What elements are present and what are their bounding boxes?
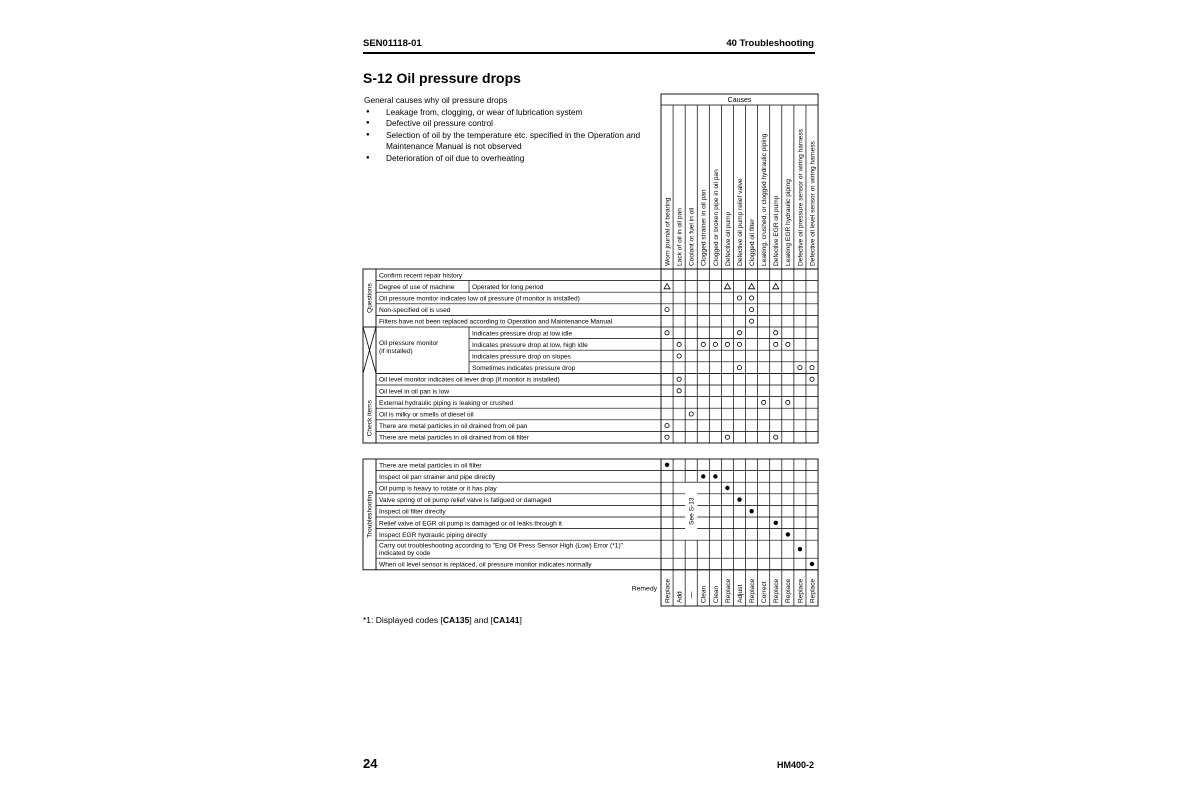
degree-of-use-label: Degree of use of machine bbox=[379, 283, 455, 291]
check-row-label: There are metal particles in oil drained from oil pan bbox=[379, 423, 528, 431]
remedy-value: Correct bbox=[761, 581, 769, 603]
circle-mark bbox=[774, 342, 778, 346]
remedy-none: — bbox=[688, 591, 696, 599]
cause-label: Defective oil level sensor or wiring harness bbox=[809, 141, 817, 266]
check-row-label: Indicates pressure drop at low, high idle bbox=[472, 341, 588, 349]
remedy-value: Adjust bbox=[736, 584, 744, 603]
doc-code: SEN01118-01 bbox=[363, 38, 422, 49]
oil-pressure-monitor-label: Oil pressure monitor bbox=[379, 340, 439, 348]
check-row-label: Operated for long period bbox=[472, 283, 544, 291]
circle-mark bbox=[689, 412, 693, 416]
general-cause-item: ● Defective oil pressure control bbox=[364, 118, 654, 130]
remedy-value: Replace bbox=[749, 578, 756, 603]
remedy-value: Replace bbox=[773, 578, 781, 603]
remedy-value: Replace bbox=[785, 578, 793, 603]
troubleshooting-group-label: Troubleshooting bbox=[366, 490, 374, 538]
circle-mark bbox=[677, 377, 681, 381]
page-number: 24 bbox=[363, 756, 378, 771]
triangle-mark bbox=[664, 284, 670, 289]
general-cause-item: ● Selection of oil by the temperature etc. specified in the Operation and Maintenance Manual is not observed bbox=[364, 130, 654, 153]
cause-label: Defective oil pressure sensor or wiring harness bbox=[797, 128, 805, 266]
footnote-code-2: CA141 bbox=[492, 615, 520, 625]
circle-mark bbox=[762, 400, 766, 404]
dot-mark bbox=[713, 474, 717, 478]
circle-mark bbox=[737, 296, 741, 300]
trouble-row-label-continued: indicated by code bbox=[379, 550, 431, 557]
trouble-row-label: Relief valve of EGR oil pump is damaged or oil leaks through it bbox=[379, 520, 562, 528]
circle-mark bbox=[774, 331, 778, 335]
dot-mark bbox=[665, 463, 669, 467]
trouble-row-label: Valve spring of oil pump relief valve is fatigued or damaged bbox=[379, 497, 552, 505]
cause-label: Defective EGR oil pump bbox=[773, 195, 781, 266]
cause-label: Worn journal of bearing bbox=[664, 197, 672, 266]
circle-mark bbox=[810, 366, 814, 370]
page-title: S-12 Oil pressure drops bbox=[363, 70, 521, 86]
general-causes-heading: General causes why oil pressure drops bbox=[364, 95, 508, 105]
cause-label: Defective oil pump relief valve bbox=[736, 178, 744, 266]
circle-mark bbox=[701, 342, 705, 346]
triangle-mark bbox=[749, 284, 755, 289]
circle-mark bbox=[665, 308, 669, 312]
circle-mark bbox=[665, 435, 669, 439]
cause-label: Coolant or fuel in oil bbox=[688, 207, 696, 266]
trouble-row-label: Inspect oil filter directly bbox=[379, 508, 446, 516]
check-items-group-label: Check items bbox=[366, 400, 374, 437]
circle-mark bbox=[737, 366, 741, 370]
footnote-mid: ] and [ bbox=[469, 615, 493, 625]
circle-mark bbox=[737, 342, 741, 346]
circle-mark bbox=[810, 377, 814, 381]
check-row-label: Sometimes indicates pressure drop bbox=[472, 365, 576, 373]
trouble-row-label: When oil level sensor is replaced, oil pressure monitor indicates normally bbox=[379, 561, 592, 569]
trouble-row-label: Carry out troubleshooting according to "Eng Oil Press Sensor High (Low) Error (*1)" bbox=[379, 542, 623, 550]
circle-mark bbox=[798, 366, 802, 370]
remedy-value: Clean bbox=[700, 585, 708, 603]
circle-mark bbox=[677, 354, 681, 358]
circle-mark bbox=[665, 424, 669, 428]
check-row-label: There are metal particles in oil drained from oil filter bbox=[379, 434, 529, 442]
footnote-suffix: ] bbox=[519, 615, 522, 625]
check-row-label: Oil level in oil pan is low bbox=[379, 388, 449, 396]
dot-mark bbox=[725, 486, 729, 490]
triangle-mark bbox=[773, 284, 779, 289]
check-row-label: Oil level monitor indicates oil lever drop (if monitor is installed) bbox=[379, 376, 560, 384]
circle-mark bbox=[677, 342, 681, 346]
cause-label: Defective oil pump bbox=[724, 211, 732, 266]
dot-mark bbox=[774, 521, 778, 525]
check-row-label: Non-specified oil is used bbox=[379, 307, 451, 315]
questions-group-label: Questions bbox=[366, 283, 374, 313]
cause-label: Leaking, crushed, or clogged hydraulic piping bbox=[761, 133, 769, 266]
cause-label: Lack of oil in oil pan bbox=[676, 208, 684, 266]
circle-mark bbox=[786, 400, 790, 404]
dot-mark bbox=[737, 497, 741, 501]
oil-pressure-monitor-note: (if installed) bbox=[379, 347, 413, 355]
remedy-value: Add bbox=[676, 591, 684, 603]
model-code: HM400-2 bbox=[777, 760, 815, 770]
circle-mark bbox=[737, 331, 741, 335]
section-title: 40 Troubleshooting bbox=[726, 38, 814, 49]
remedy-label: Remedy bbox=[631, 585, 657, 593]
general-cause-item: ● Deterioration of oil due to overheating bbox=[364, 153, 654, 165]
cause-label: Clogged or broken pipe in oil pan bbox=[712, 169, 720, 266]
circle-mark bbox=[665, 331, 669, 335]
circle-mark bbox=[713, 342, 717, 346]
remedy-value: Replace bbox=[724, 578, 732, 603]
circle-mark bbox=[786, 342, 790, 346]
circle-mark bbox=[750, 296, 754, 300]
dot-mark bbox=[798, 547, 802, 551]
circle-mark bbox=[677, 389, 681, 393]
circle-mark bbox=[750, 308, 754, 312]
dot-mark bbox=[701, 474, 705, 478]
check-row-label: Oil pressure monitor indicates low oil pressure (if monitor is installed) bbox=[379, 295, 580, 303]
see-reference: See S-13 bbox=[688, 497, 696, 525]
dot-mark bbox=[810, 562, 814, 566]
causes-label: Causes bbox=[727, 97, 752, 104]
footnote bbox=[363, 615, 522, 625]
general-cause-item: ● Leakage from, clogging, or wear of lubrication system bbox=[364, 107, 654, 119]
cause-label: Clogged strainer in oil pan bbox=[700, 189, 708, 266]
trouble-row-label: Oil pump is heavy to rotate or it has play bbox=[379, 485, 497, 493]
check-row-label: Indicates pressure drop on slopes bbox=[472, 353, 571, 361]
remedy-value: Replace bbox=[809, 578, 817, 603]
triangle-mark bbox=[724, 284, 730, 289]
remedy-value: Replace bbox=[664, 578, 672, 603]
dot-mark bbox=[749, 509, 753, 513]
check-row-label: Filters have not been replaced according to Operation and Maintenance Manual bbox=[379, 318, 613, 326]
circle-mark bbox=[725, 342, 729, 346]
trouble-row-label: Inspect oil pan strainer and pipe directly bbox=[379, 473, 496, 481]
footnote-prefix: *1: Displayed codes [ bbox=[363, 615, 443, 625]
check-row-label: Confirm recent repair history bbox=[379, 272, 463, 280]
check-row-label: Oil is milky or smells of diesel oil bbox=[379, 411, 474, 419]
circle-mark bbox=[750, 319, 754, 323]
remedy-value: Clean bbox=[712, 585, 720, 603]
footnote-code-1: CA135 bbox=[442, 615, 470, 625]
check-row-label: Indicates pressure drop at low idle bbox=[472, 330, 573, 338]
trouble-row-label: Inspect EGR hydraulic piping directly bbox=[379, 531, 487, 539]
trouble-row-label: There are metal particles in oil filter bbox=[379, 462, 482, 470]
circle-mark bbox=[725, 435, 729, 439]
remedy-value: Replace bbox=[797, 578, 805, 603]
cause-label: Leaking EGR hydraulic piping bbox=[785, 179, 793, 266]
circle-mark bbox=[774, 435, 778, 439]
dot-mark bbox=[786, 532, 790, 536]
cause-label: Clogged oil filter bbox=[749, 218, 756, 266]
check-row-label: External hydraulic piping is leaking or crushed bbox=[379, 399, 514, 407]
